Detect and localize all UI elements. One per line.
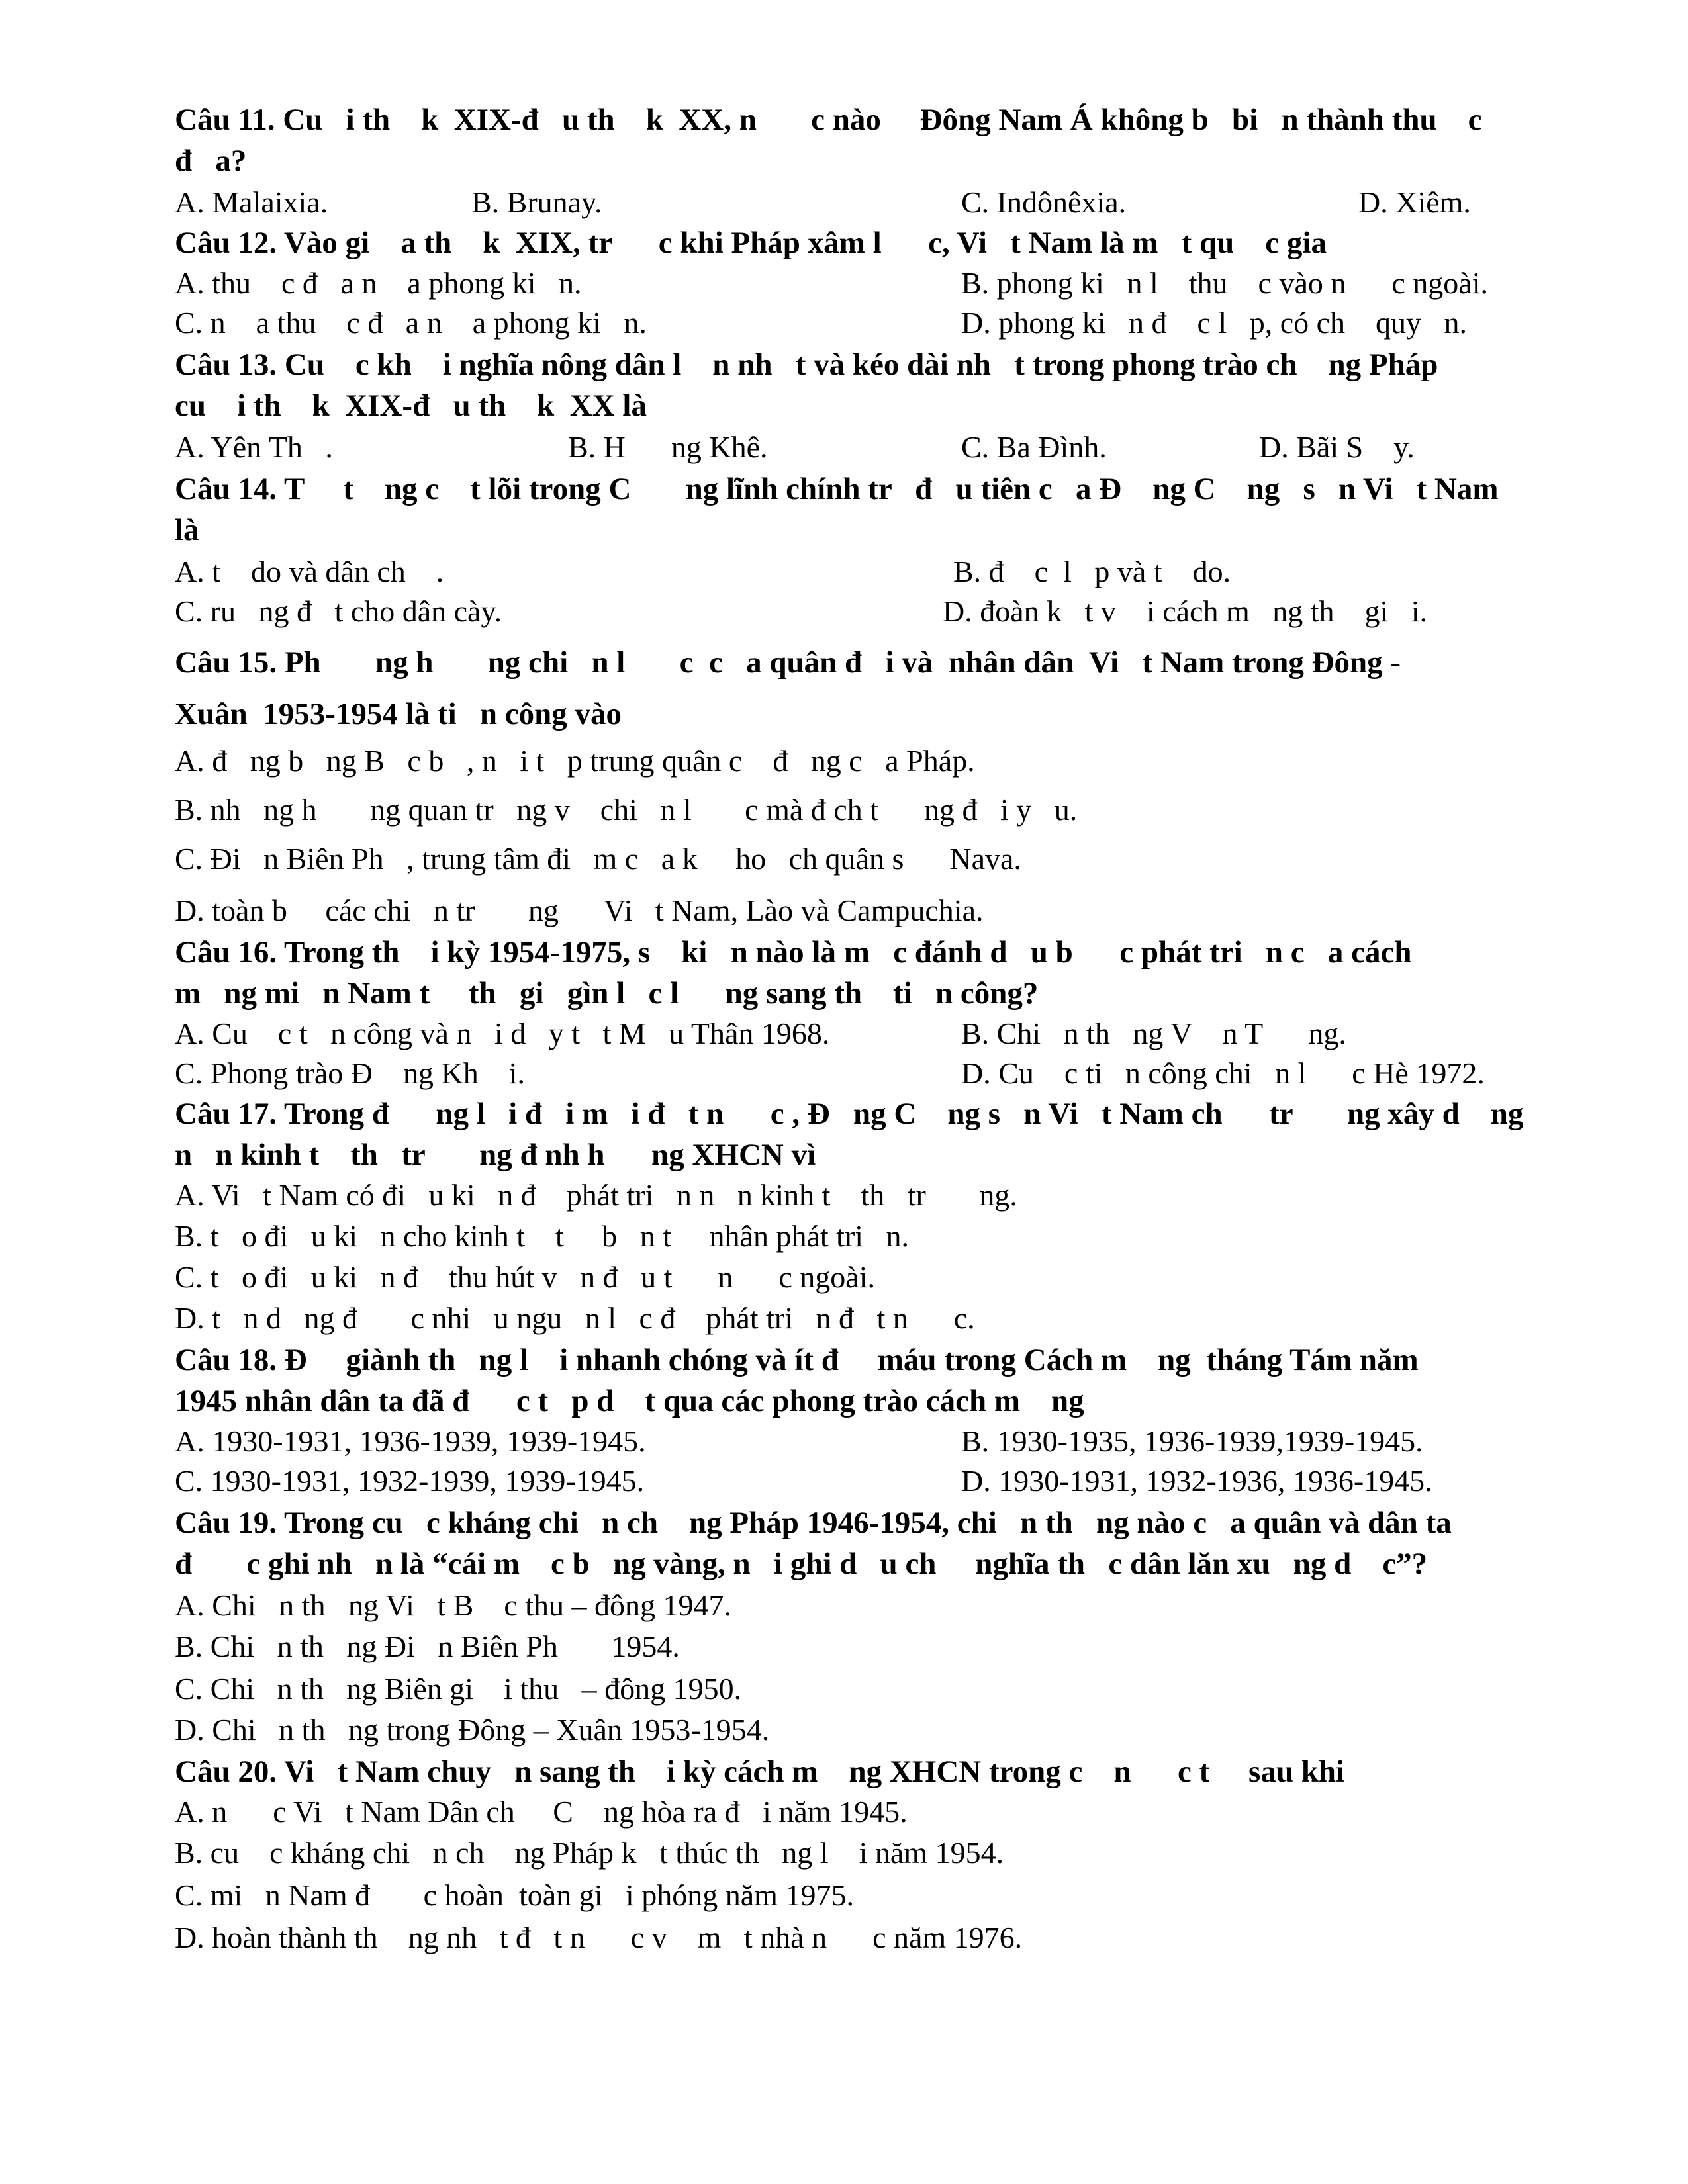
question-15-option-b: B. nh ng h ng quan tr ng v chi n l c mà đ ch t ng đ i y u. xyxy=(175,793,1078,827)
question-20-line-1: Câu 20. Vi t Nam chuy n sang th i kỳ cách m ng XHCN trong c n c t sau khi xyxy=(175,1754,1345,1789)
question-17-option-c: C. t o đi u ki n đ thu hút v n đ u t n c ngoài. xyxy=(175,1260,875,1294)
question-14-line-2: là xyxy=(175,513,199,547)
question-20-option-c: C. mi n Nam đ c hoàn toàn gi i phóng năm 1975. xyxy=(175,1878,854,1912)
question-19-line-2: đ c ghi nh n là “cái m c b ng vàng, n i ghi d u ch nghĩa th c dân lăn xu ng d c”? xyxy=(175,1547,1428,1581)
question-15-line-2: Xuân 1953-1954 là ti n công vào xyxy=(175,697,622,731)
question-15-option-d: D. toàn b các chi n tr ng Vi t Nam, Lào và Campuchia. xyxy=(175,893,984,927)
question-18-option-d: D. 1930-1931, 1932-1936, 1936-1945. xyxy=(961,1464,1432,1498)
question-19-option-d: D. Chi n th ng trong Đông – Xuân 1953-1954. xyxy=(175,1713,770,1747)
question-18-line-2: 1945 nhân dân ta đã đ c t p d t qua các phong trào cách m ng xyxy=(175,1384,1084,1418)
question-16-option-a: A. Cu c t n công và n i d y t t M u Thân 1968. xyxy=(175,1017,830,1050)
question-14-option-a: A. t do và dân ch . xyxy=(175,555,444,588)
question-16-option-b: B. Chi n th ng V n T ng. xyxy=(961,1017,1346,1050)
question-12-line-1: Câu 12. Vào gi a th k XIX, tr c khi Pháp xâm l c, Vi t Nam là m t qu c gia xyxy=(175,226,1327,260)
question-13-option-c: C. Ba Đình. xyxy=(961,430,1107,464)
question-14-option-d: D. đoàn k t v i cách m ng th gi i. xyxy=(943,594,1428,628)
question-18-option-a: A. 1930-1931, 1936-1939, 1939-1945. xyxy=(175,1424,646,1458)
question-11-option-c: C. Indônêxia. xyxy=(961,185,1127,219)
question-15-option-c: C. Đi n Biên Ph , trung tâm đi m c a k ho ch quân s Nava. xyxy=(175,842,1021,876)
question-17-option-d: D. t n d ng đ c nhi u ngu n l c đ phát tri n đ t n c. xyxy=(175,1301,975,1335)
question-13-option-d: D. Bãi S y. xyxy=(1259,430,1415,464)
question-14-option-c: C. ru ng đ t cho dân cày. xyxy=(175,594,502,628)
question-18-option-c: C. 1930-1931, 1932-1939, 1939-1945. xyxy=(175,1464,645,1498)
question-12-option-a: A. thu c đ a n a phong ki n. xyxy=(175,266,582,300)
question-19-option-c: C. Chi n th ng Biên gi i thu – đông 1950. xyxy=(175,1672,742,1706)
question-20-option-d: D. hoàn thành th ng nh t đ t n c v m t nhà n c năm 1976. xyxy=(175,1921,1023,1954)
question-16-option-c: C. Phong trào Đ ng Kh i. xyxy=(175,1056,525,1090)
question-11-option-d: D. Xiêm. xyxy=(1358,185,1471,219)
question-11-option-a: A. Malaixia. xyxy=(175,185,328,219)
question-19-option-a: A. Chi n th ng Vi t B c thu – đông 1947. xyxy=(175,1588,732,1622)
question-17-line-1: Câu 17. Trong đ ng l i đ i m i đ t n c , Đ ng C ng s n Vi t Nam ch tr ng xây d ng xyxy=(175,1097,1524,1131)
question-17-option-b: B. t o đi u ki n cho kinh t t b n t nhân phát tri n. xyxy=(175,1219,910,1253)
question-12-option-d: D. phong ki n đ c l p, có ch quy n. xyxy=(961,306,1468,340)
question-20-option-b: B. cu c kháng chi n ch ng Pháp k t thúc th ng l i năm 1954. xyxy=(175,1836,1004,1870)
question-16-line-1: Câu 16. Trong th i kỳ 1954-1975, s ki n nào là m c đánh d u b c phát tri n c a cách xyxy=(175,935,1412,970)
question-13-line-1: Câu 13. Cu c kh i nghĩa nông dân l n nh t và kéo dài nh t trong phong trào ch ng Pháp xyxy=(175,347,1438,382)
question-17-line-2: n n kinh t th tr ng đ nh h ng XHCN vì xyxy=(175,1138,816,1172)
question-11-line-2: đ a? xyxy=(175,144,247,178)
question-11-option-b: B. Brunay. xyxy=(471,185,602,219)
question-13-option-b: B. H ng Khê. xyxy=(568,430,768,464)
question-15-line-1: Câu 15. Ph ng h ng chi n l c c a quân đ i và nhân dân Vi t Nam trong Đông - xyxy=(175,645,1401,680)
question-12-option-c: C. n a thu c đ a n a phong ki n. xyxy=(175,306,647,340)
question-14-option-b: B. đ c l p và t do. xyxy=(953,555,1231,588)
question-19-option-b: B. Chi n th ng Đi n Biên Ph 1954. xyxy=(175,1629,680,1663)
question-18-option-b: B. 1930-1935, 1936-1939,1939-1945. xyxy=(961,1424,1423,1458)
question-19-line-1: Câu 19. Trong cu c kháng chi n ch ng Pháp 1946-1954, chi n th ng nào c a quân và dân ta xyxy=(175,1506,1452,1540)
question-17-option-a: A. Vi t Nam có đi u ki n đ phát tri n n n kinh t th tr ng. xyxy=(175,1178,1017,1212)
question-16-option-d: D. Cu c ti n công chi n l c Hè 1972. xyxy=(961,1056,1485,1090)
question-12-option-b: B. phong ki n l thu c vào n c ngoài. xyxy=(961,266,1488,300)
question-15-option-a: A. đ ng b ng B c b , n i t p trung quân c đ ng c a Pháp. xyxy=(175,744,975,778)
question-16-line-2: m ng mi n Nam t th gi gìn l c l ng sang th ti n công? xyxy=(175,976,1039,1011)
question-13-line-2: cu i th k XIX-đ u th k XX là xyxy=(175,388,647,423)
question-13-option-a: A. Yên Th . xyxy=(175,430,333,464)
question-14-line-1: Câu 14. T t ng c t lõi trong C ng lĩnh chính tr đ u tiên c a Đ ng C ng s n Vi t Nam xyxy=(175,472,1499,506)
question-18-line-1: Câu 18. Đ giành th ng l i nhanh chóng và ít đ máu trong Cách m ng tháng Tám năm xyxy=(175,1343,1419,1377)
question-20-option-a: A. n c Vi t Nam Dân ch C ng hòa ra đ i năm 1945. xyxy=(175,1795,908,1829)
question-11-line-1: Câu 11. Cu i th k XIX-đ u th k XX, n c nào Đông Nam Á không b bi n thành thu c xyxy=(175,103,1482,137)
